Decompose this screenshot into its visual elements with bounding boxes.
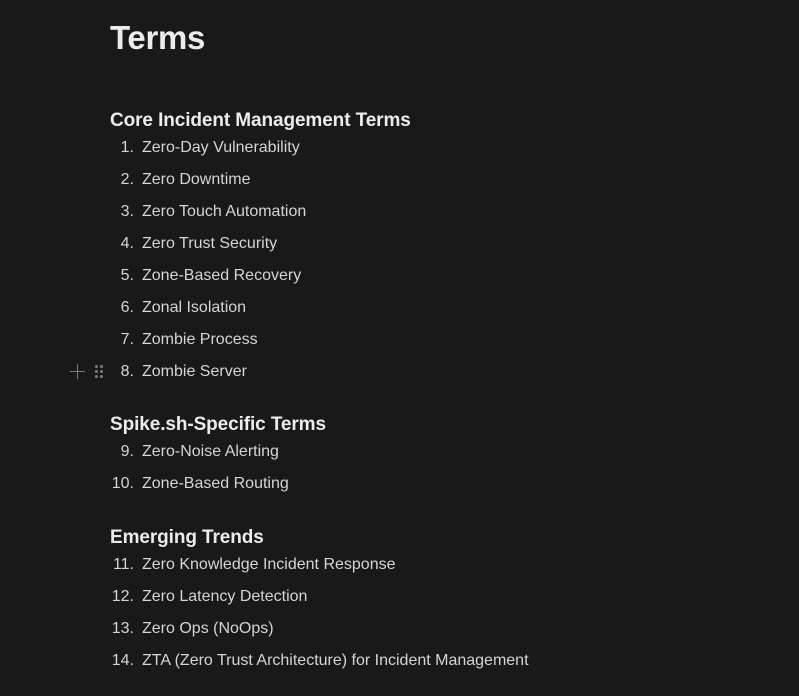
list-item-number: 11. <box>112 555 134 573</box>
list-item-number: 13. <box>111 619 134 637</box>
list-item[interactable] <box>110 260 750 292</box>
list-item[interactable] <box>110 292 750 324</box>
list-item[interactable] <box>110 468 750 500</box>
list-item-number: 14. <box>111 651 134 669</box>
list-item-label: Zero Latency Detection <box>142 587 308 605</box>
list-item-number: 3. <box>120 202 134 220</box>
list-item-label: Zero Trust Security <box>142 234 278 252</box>
section-heading-core-incident-management-terms: Core Incident Management Terms <box>110 109 411 131</box>
list-item[interactable] <box>110 436 750 468</box>
list-item[interactable] <box>110 549 750 581</box>
list-item-number: 12. <box>111 587 134 605</box>
list-item-number: 2. <box>120 170 134 188</box>
list-item-label: ZTA (Zero Trust Architecture) for Incident Management <box>142 651 529 669</box>
list-item-label: Zombie Server <box>142 362 247 380</box>
list-item-label: Zero Touch Automation <box>142 202 307 220</box>
terms-list-core <box>110 132 750 388</box>
list-item-label: Zero-Noise Alerting <box>142 442 279 460</box>
block-controls <box>70 356 104 388</box>
section-heading-spike-sh-specific-terms: Spike.sh-Specific Terms <box>110 413 326 435</box>
list-item-number: 10. <box>111 474 134 492</box>
document-body <box>110 0 750 677</box>
list-item-label: Zone-Based Recovery <box>142 266 302 284</box>
list-item-number: 8. <box>120 362 134 380</box>
list-item-label: Zero Knowledge Incident Response <box>142 555 396 573</box>
list-item-number: 7. <box>120 330 134 348</box>
list-item[interactable] <box>110 581 750 613</box>
list-item-label: Zero-Day Vulnerability <box>142 138 300 156</box>
terms-list-spike <box>110 436 750 500</box>
list-item-label: Zone-Based Routing <box>142 474 289 492</box>
list-item-number: 9. <box>120 442 134 460</box>
list-item-label: Zonal Isolation <box>142 298 247 316</box>
page-title: Terms <box>110 19 206 56</box>
list-item-label: Zero Ops (NoOps) <box>142 619 274 637</box>
list-item[interactable] <box>110 613 750 645</box>
list-item[interactable] <box>110 164 750 196</box>
list-item[interactable] <box>110 132 750 164</box>
list-item[interactable] <box>110 324 750 356</box>
list-item[interactable] <box>110 196 750 228</box>
section-heading-emerging-trends: Emerging Trends <box>110 526 264 548</box>
list-item-number: 1. <box>120 138 134 156</box>
list-item[interactable] <box>110 645 750 677</box>
list-item-label: Zero Downtime <box>142 170 251 188</box>
terms-list-emerging <box>110 549 750 677</box>
list-item-label: Zombie Process <box>142 330 258 348</box>
list-item-number: 6. <box>120 298 134 316</box>
list-item[interactable] <box>110 356 750 388</box>
list-item-number: 4. <box>120 234 134 252</box>
drag-handle-icon[interactable] <box>94 364 104 380</box>
list-item[interactable] <box>110 228 750 260</box>
plus-icon[interactable] <box>70 364 86 380</box>
list-item-number: 5. <box>120 266 134 284</box>
